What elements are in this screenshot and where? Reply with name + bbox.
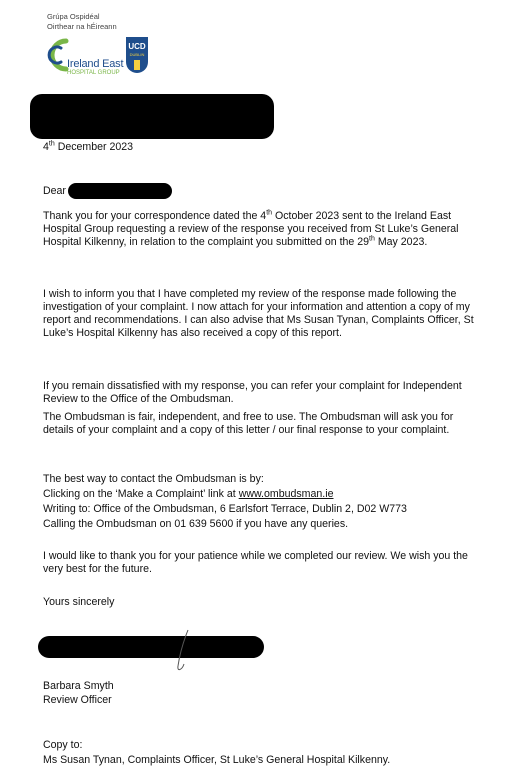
date-day: 4 — [43, 141, 49, 153]
letter-date — [43, 141, 133, 154]
p1-text-3: May 2023. — [374, 236, 428, 248]
contact-line-phone: Calling the Ombudsman on 01 639 5600 if you have any queries. — [43, 518, 349, 530]
contact-web-text: Clicking on the ‘Make a Complaint’ link at — [43, 488, 239, 500]
date-suffix: th — [48, 140, 55, 148]
salutation: Dear — [43, 185, 66, 197]
p1-text-2: October 2023 sent to the Ireland East Hospital Group requesting a review of the response you received from St Luke’s General Hospital Kilkenny, in relation to the complaint you submitted on the 29 — [43, 210, 459, 248]
signer-name: Barbara Smyth — [43, 680, 114, 692]
signature-stroke — [160, 626, 200, 674]
signer-title: Review Officer — [43, 694, 112, 706]
logo-name: Ireland East — [67, 58, 124, 70]
contact-intro: The best way to contact the Ombudsman is by: — [43, 473, 264, 485]
logo-irish-line1: Grúpa Ospidéal — [47, 12, 100, 21]
paragraph-thanks: I would like to thank you for your patience while we completed our review. We wish you the very best for the future. — [43, 550, 468, 575]
closing: Yours sincerely — [43, 596, 115, 608]
logo-group: HOSPITAL GROUP — [67, 70, 120, 76]
ombudsman-link[interactable]: www.ombudsman.ie — [238, 488, 334, 500]
logo-irish-line2: Oirthear na hÉireann — [47, 22, 117, 31]
ucd-crest-label: UCD — [128, 42, 146, 51]
redacted-signature — [38, 636, 264, 658]
p1-sup-2: th — [369, 235, 375, 243]
ucd-crest-sub: DUBLIN — [129, 52, 145, 57]
p1-sup-1: th — [266, 209, 273, 217]
paragraph-ombudsman-info: The Ombudsman is fair, independent, and free to use. The Ombudsman will ask you for details of your complaint and a copy of this letter / our final response to your complaint. — [43, 411, 454, 436]
contact-line-web — [43, 488, 333, 501]
paragraph-independent-review: If you remain dissatisfied with my response, you can refer your complaint for Independent Review to the Office of the Ombudsman. — [43, 380, 462, 405]
p1-text-1: Thank you for your correspondence dated the 4 — [43, 210, 267, 222]
redacted-recipient-name — [68, 183, 172, 199]
date-rest: December 2023 — [54, 141, 134, 153]
copy-label: Copy to: — [43, 739, 83, 751]
redacted-address — [30, 94, 274, 139]
ucd-crest — [126, 37, 148, 73]
ucd-crest-stripe — [134, 60, 140, 70]
paragraph-review-completed: I wish to inform you that I have completed my review of the response made following the investigation of your complaint. I now attach for your information and attention a copy of my report and recommendations. I can also advise that Ms Susan Tynan, Complaints Officer, St Luke’s Hospital Kilkenny has also received a copy of this report. — [43, 288, 474, 339]
contact-line-post: Writing to: Office of the Ombudsman, 6 Earlsfort Terrace, Dublin 2, D02 W773 — [43, 503, 407, 515]
paragraph-correspondence — [43, 210, 481, 249]
copy-recipient: Ms Susan Tynan, Complaints Officer, St Luke’s General Hospital Kilkenny. — [43, 754, 391, 766]
